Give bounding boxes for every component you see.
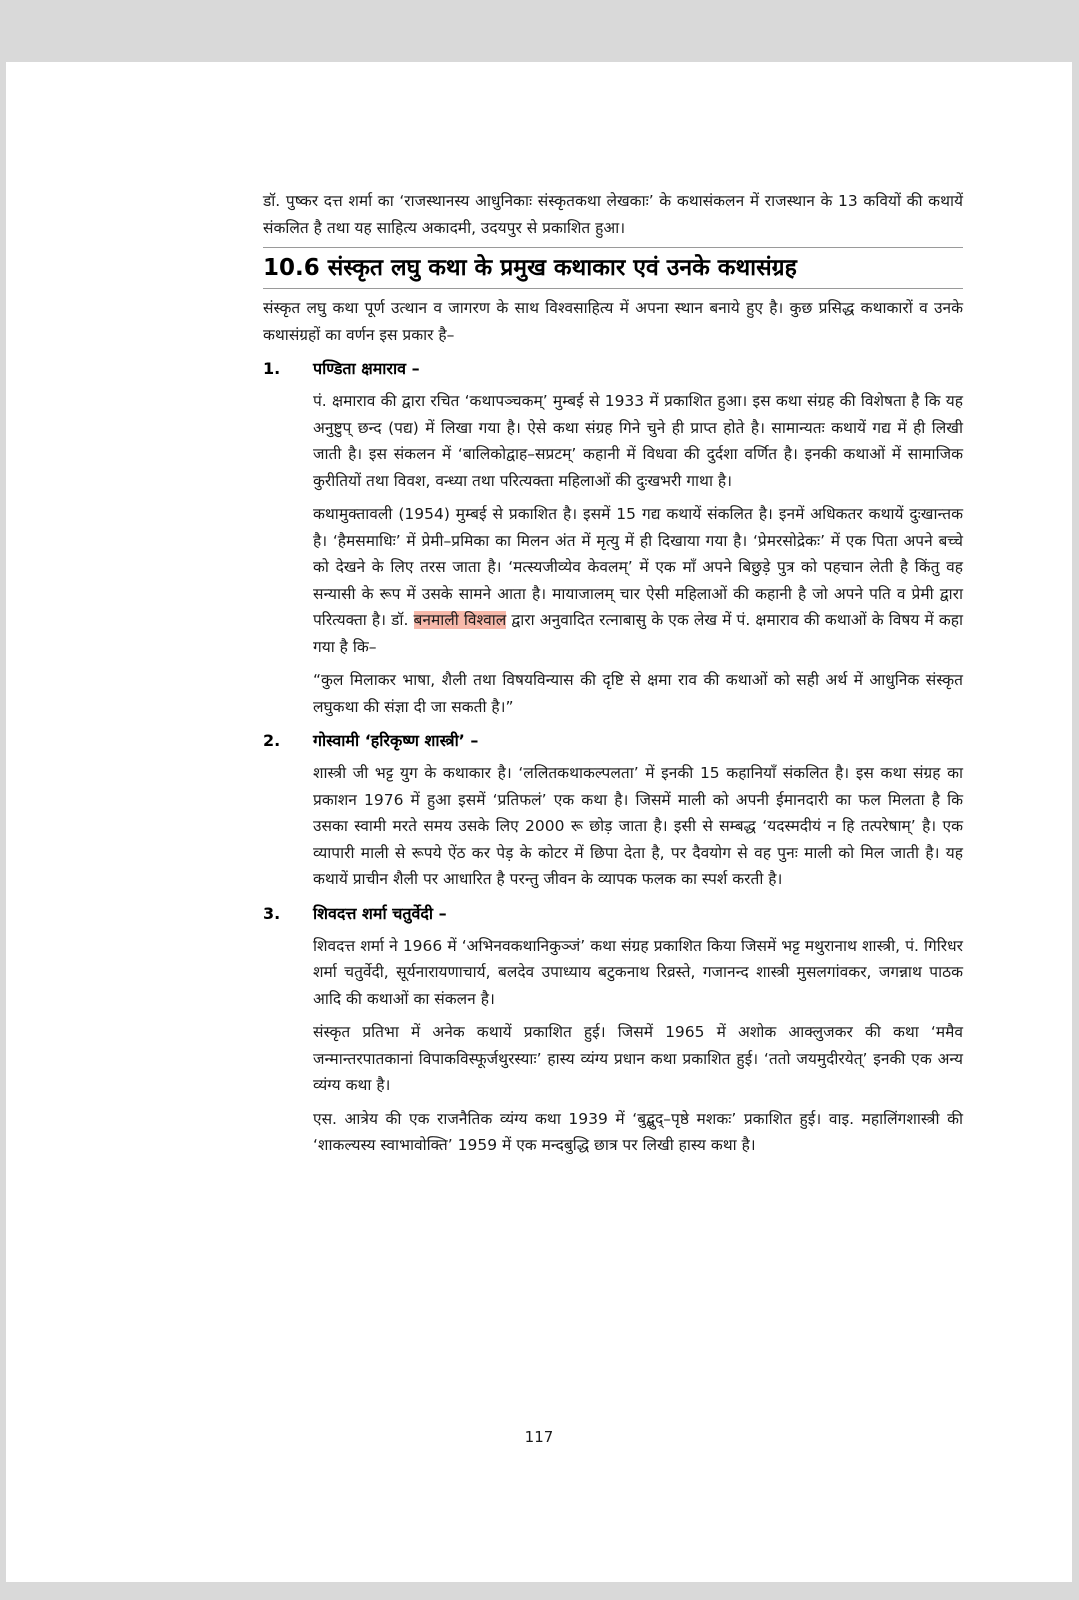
item-1-body — [313, 388, 963, 720]
paragraph-text-before-highlight: कथामुक्तावली (1954) मुम्बई से प्रकाशित है। इसमें 15 गद्य कथायें संकलित है। इनमें अधिकतर कथायें दुःखान्तक है। ‘हैमसमाधिः’ में प्रेमी–प्रमिका का मिलन अंत में मृत्यु में ही दिखाया गया है। ‘प्रेमरसोद्रेकः’ में एक पिता अपने बच्चे को देखने के लिए तरस जाता है। ‘मत्स्यजीव्येव केवलम्’ में एक माँ अपने बिछुड़े पुत्र को पहचान लेती है किंतु वह सन्यासी के रूप में उसके सामने आता है। मायाजालम् चार ऐसी महिलाओं की कहानी है जो अपने पति व प्रेमी द्वारा परित्यक्ता है। डॉ. — [313, 505, 963, 629]
item-3-title: शिवदत्त शर्मा चतुर्वेदी – — [313, 903, 447, 923]
item-2-heading — [263, 728, 963, 754]
highlighted-name: बनमाली विश्वाल — [413, 611, 507, 629]
item-2-title: गोस्वामी ‘हरिकृष्ण शास्त्री’ – — [313, 731, 479, 750]
item-1-title: पण्डिता क्षमाराव – — [313, 359, 420, 378]
item-2-paragraph-1: शास्त्री जी भट्ट युग के कथाकार है। ‘ललितकथाकल्पलता’ में इनकी 15 कहानियाँ संकलित है। इस कथा संग्रह का प्रकाशन 1976 में हुआ इसमें ‘प्रतिफलं’ एक कथा है। जिसमें माली को अपनी ईमानदारी का फल मिलता है कि उसका स्वामी मरते समय उसके लिए 2000 रू छोड़ जाता है। इसी से सम्बद्ध ‘यदस्मदीयं न हि तत्परेषाम्’ है। एक व्यापारी माली से रूपये ऐंठ कर पेड़ के कोटर में छिपा देता है, पर दैवयोग से वह पुनः माली को मिल जाती है। यह कथायें प्राचीन शैली पर आधारित है परन्तु जीवन के व्यापक फलक का स्पर्श करती है। — [313, 764, 963, 888]
item-3-heading — [263, 901, 963, 927]
item-3-body — [313, 933, 963, 1159]
section-intro: संस्कृत लघु कथा पूर्ण उत्थान व जागरण के साथ विश्वसाहित्य में अपना स्थान बनाये हुए है। कुछ प्रसिद्ध कथाकारों व उनके कथासंग्रहों का वर्णन इस प्रकार है– — [263, 299, 963, 344]
page-content — [263, 188, 963, 1159]
item-1-quote: “कुल मिलाकर भाषा, शैली तथा विषयविन्यास की दृष्टि से क्षमा राव की कथाओं को सही अर्थ में आधुनिक संस्कृत लघुकथा की संज्ञा दी जा सकती है।” — [313, 671, 963, 716]
item-1-heading — [263, 356, 963, 382]
item-1-paragraph-2 — [313, 501, 963, 660]
document-page — [6, 62, 1072, 1582]
section-heading: 10.6 संस्कृत लघु कथा के प्रमुख कथाकार एवं उनके कथासंग्रह — [263, 247, 963, 289]
item-2-number: 2. — [263, 731, 281, 750]
item-1-number: 1. — [263, 359, 281, 378]
page-number: 117 — [524, 1428, 554, 1446]
paragraph-text-after-highlight: द्वारा अनुवादित रत्नाबासु के एक लेख में पं. क्षमाराव की कथाओं के विषय में कहा गया है कि– — [313, 611, 963, 656]
top-paragraph: डॉ. पुष्कर दत्त शर्मा का ‘राजस्थानस्य आधुनिकाः संस्कृतकथा लेखकाः’ के कथासंकलन में राजस्थान के 13 कवियों की कथायें संकलित है तथा यह साहित्य अकादमी, उदयपुर से प्रकाशित हुआ। — [263, 192, 963, 237]
item-3-number: 3. — [263, 903, 281, 923]
item-3-paragraph-3: एस. आत्रेय की एक राजनैतिक व्यंग्य कथा 1939 में ‘बुद्बुद्–पृष्ठे मशकः’ प्रकाशित हुई। वाइ. महालिंगशास्त्री की ‘शाकल्यस्य स्वाभावोक्ति’ 1959 में एक मन्दबुद्धि छात्र पर लिखी हास्य कथा है। — [313, 1109, 963, 1154]
item-3-paragraph-2: संस्कृत प्रतिभा में अनेक कथायें प्रकाशित हुई। जिसमें 1965 में अशोक आक्लुजकर की कथा ‘ममैव जन्मान्तरपातकानां विपाकविस्फूर्जथुरस्याः’ हास्य व्यंग्य प्रधान कथा प्रकाशित हुई। ‘ततो जयमुदीरयेत्’ इनकी एक अन्य व्यंग्य कथा है। — [313, 1023, 963, 1094]
item-1-paragraph-1: पं. क्षमाराव की द्वारा रचित ‘कथापञ्चकम्’ मुम्बई से 1933 में प्रकाशित हुआ। इस कथा संग्रह की विशेषता है कि यह अनुष्टुप् छन्द (पद्य) में लिखा गया है। ऐसे कथा संग्रह गिने चुने ही प्राप्त होते है। सामान्यतः कथायें गद्य में ही लिखी जाती है। इस संकलन में ‘बालिकोद्वाह–सप्रटम्’ कहानी में विधवा की दुर्दशा वर्णित है। इनकी कथाओं में सामाजिक कुरीतियों तथा विवश, वन्ध्या तथा परित्यक्ता महिलाओं की दुःखभरी गाथा है। — [313, 392, 963, 490]
item-2-body — [313, 760, 963, 893]
item-3-paragraph-1: शिवदत्त शर्मा ने 1966 में ‘अभिनवकथानिकुञ्जं’ कथा संग्रह प्रकाशित किया जिसमें भट्ट मथुरानाथ शास्त्री, पं. गिरिधर शर्मा चतुर्वेदी, सूर्यनारायणाचार्य, बलदेव उपाध्याय बटुकनाथ रिव्रस्ते, गजानन्द शास्त्री मुसलगांवकर, जगन्नाथ पाठक आदि की कथाओं का संकलन है। — [313, 936, 963, 1008]
